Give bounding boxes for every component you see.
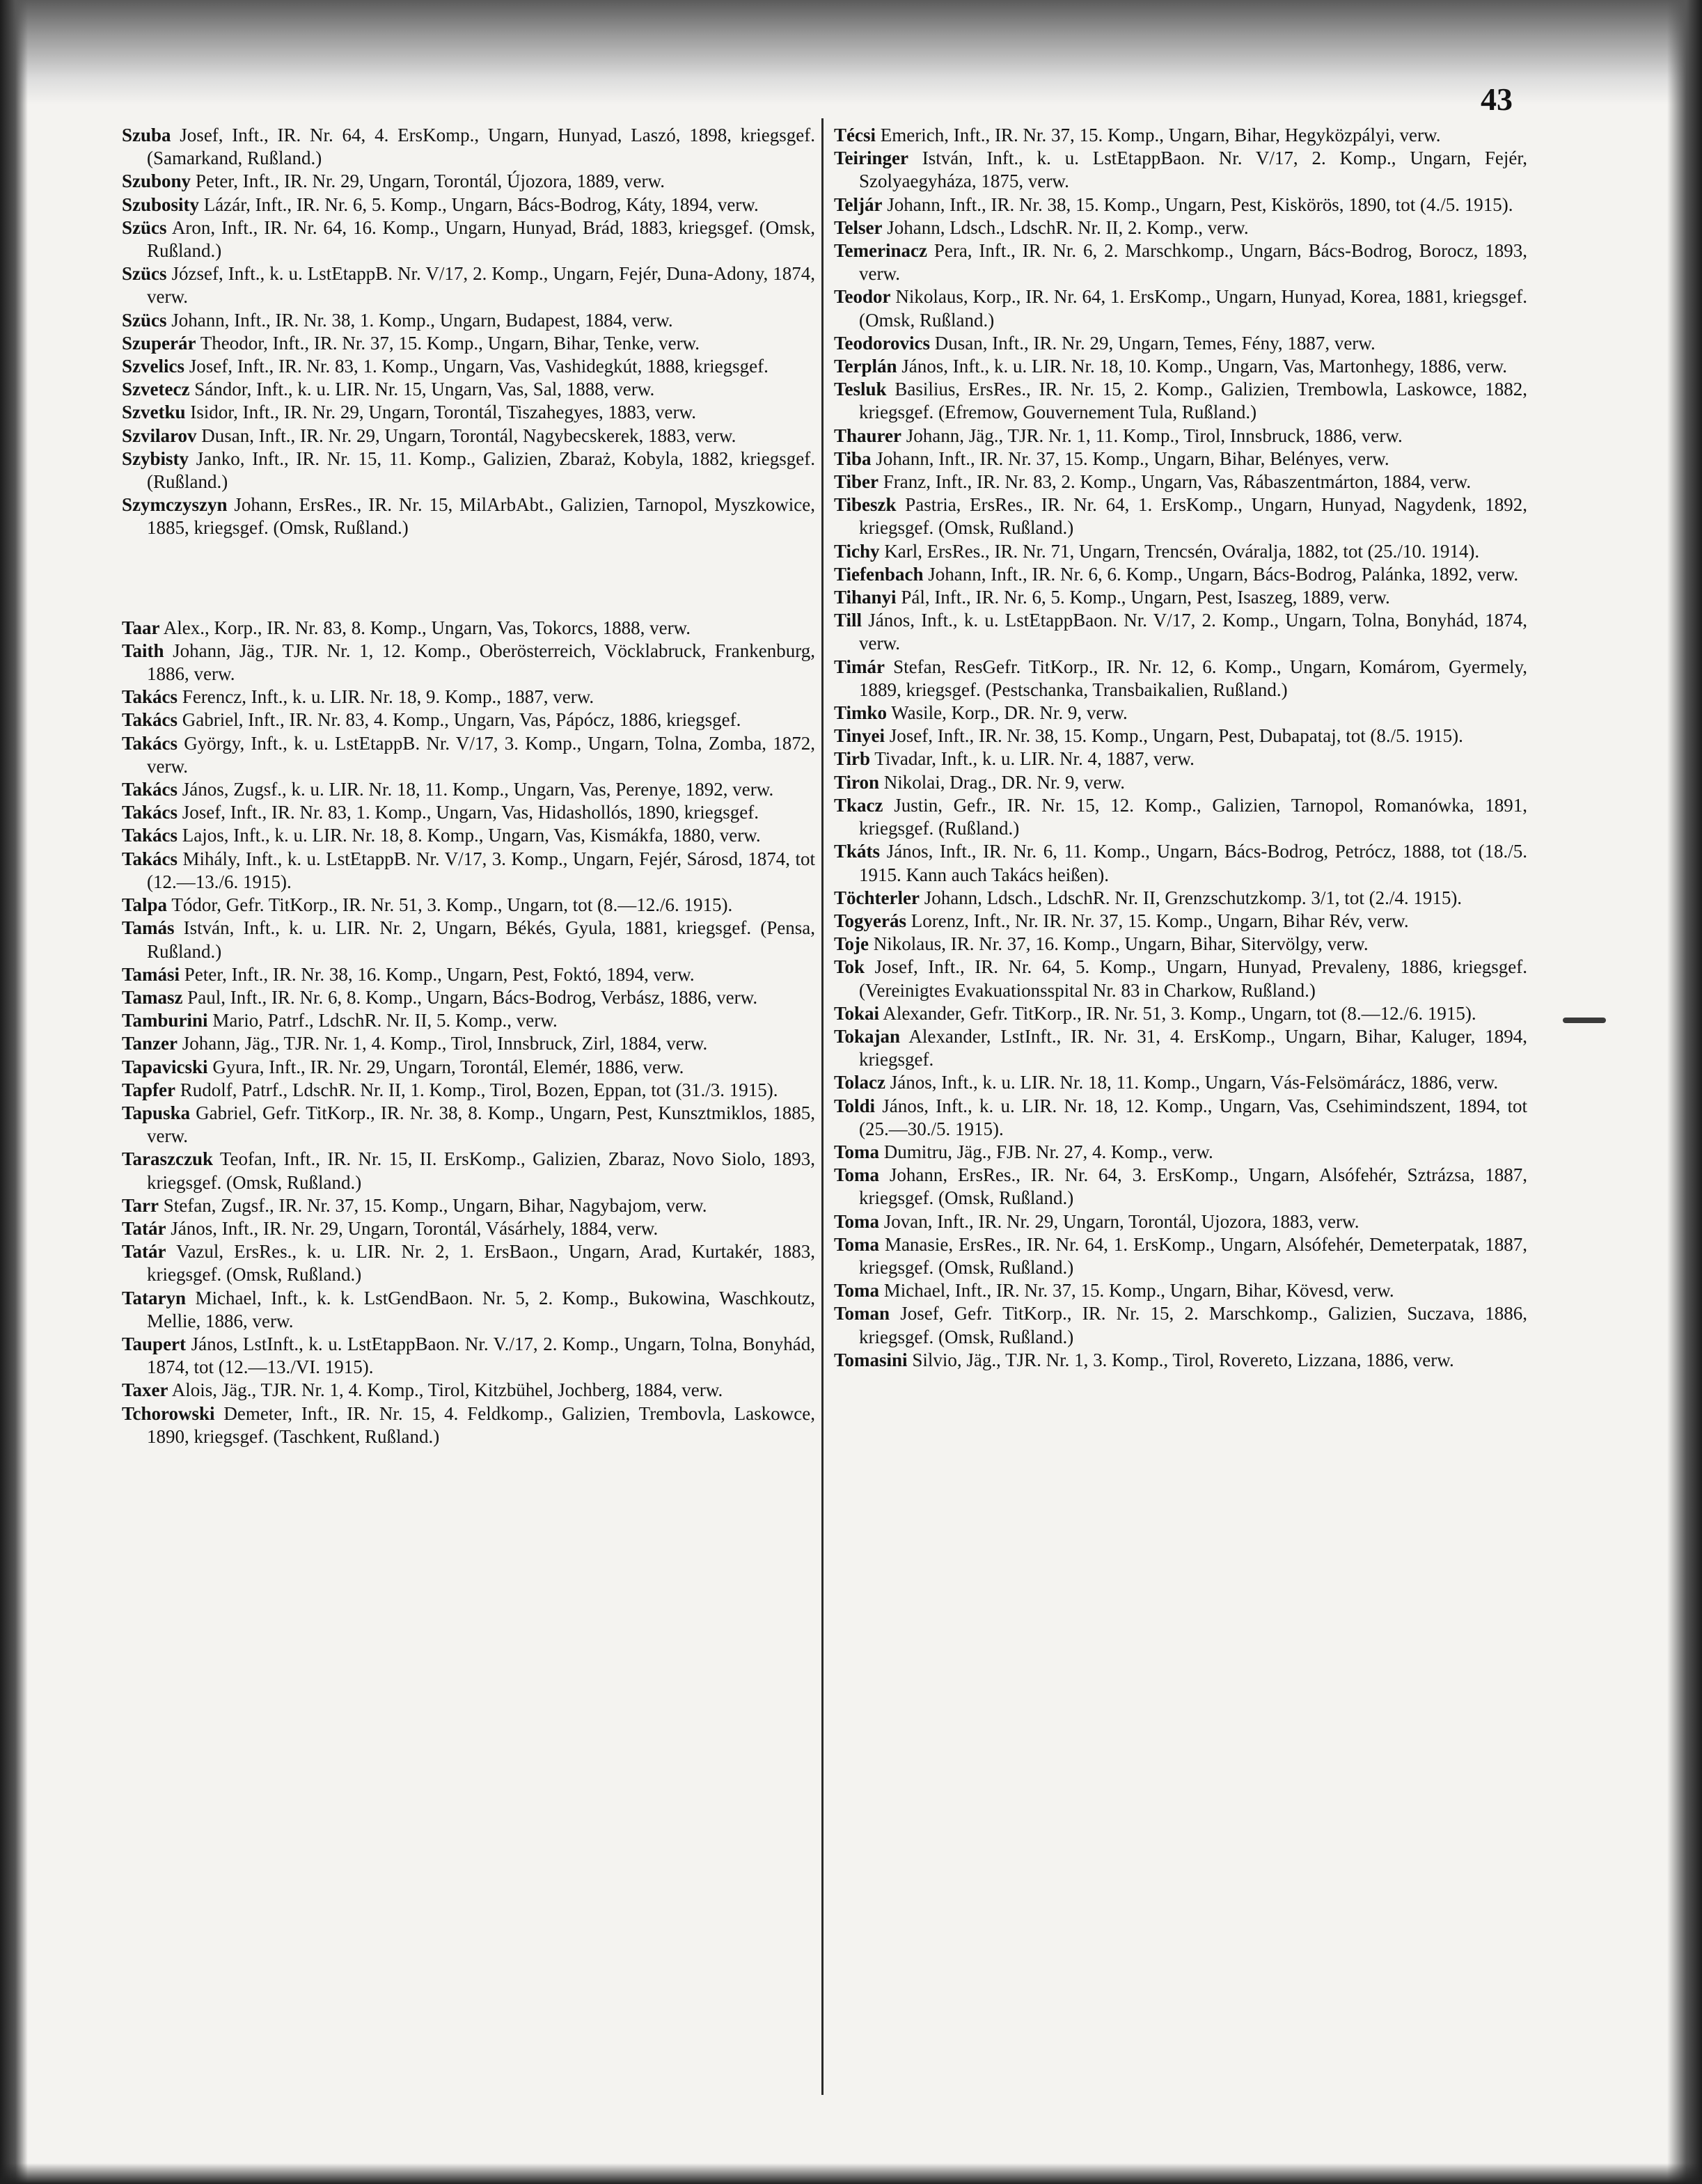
list-entry [122,124,815,170]
section-gap [122,540,815,617]
entry-details: Johann, Jäg., TJR. Nr. 1, 12. Komp., Oberösterreich, Vöcklabruck, Frankenburg, 1886, verw. [147,640,815,685]
entry-surname: Takács [122,802,178,823]
list-entry [122,617,815,640]
list-entry [834,656,1527,702]
entry-details: Mario, Patrf., LdschR. Nr. II, 5. Komp., verw. [207,1010,558,1031]
entry-surname: Taith [122,640,164,661]
list-entry [834,586,1527,609]
entry-surname: Técsi [834,125,876,145]
entry-details: Dusan, Inft., IR. Nr. 29, Ungarn, Temes, Fény, 1887, verw. [930,332,1376,354]
entry-surname: Tarr [122,1194,159,1216]
list-entry [834,448,1527,470]
entry-details: Alexander, LstInft., IR. Nr. 31, 4. ErsKomp., Ungarn, Bihar, Kaluger, 1894, kriegsgef. [859,1025,1527,1070]
entry-details: Josef, Gefr. TitKorp., IR. Nr. 15, 2. Marschkomp., Galizien, Suczava, 1886, kriegsgef. (Omsk, Rußland.) [859,1303,1527,1347]
entry-surname: Teodorovics [834,332,931,354]
list-entry [834,1349,1527,1372]
entry-surname: Töchterler [834,887,920,908]
list-entry [834,563,1527,586]
entry-details: Peter, Inft., IR. Nr. 29, Ungarn, Torontál, Újozora, 1889, verw. [191,171,665,192]
entry-details: János, Inft., k. u. LIR. Nr. 18, 10. Komp., Ungarn, Vas, Martonhegy, 1886, verw. [897,356,1507,377]
entries-t-group [122,617,815,1448]
list-entry [834,956,1527,1002]
entry-surname: Szvetku [122,402,186,423]
entry-surname: Takács [122,825,178,846]
entry-surname: Szubony [122,171,191,192]
entry-details: János, Zugsf., k. u. LIR. Nr. 18, 11. Komp., Ungarn, Vas, Perenye, 1892, verw. [178,779,774,800]
list-entry [834,540,1527,563]
entry-details: Lorenz, Inft., Nr. IR. Nr. 37, 15. Komp., Ungarn, Bihar Rév, verw. [906,910,1409,931]
entry-details: Silvio, Jäg., TJR. Nr. 1, 3. Komp., Tirol, Rovereto, Lizzana, 1886, verw. [907,1349,1454,1370]
list-entry [834,332,1527,355]
entry-details: Johann, Ldsch., LdschR. Nr. II, Grenzschutzkomp. 3/1, tot (2./4. 1915). [919,887,1463,908]
entry-surname: Tapavicski [122,1056,208,1077]
list-entry [122,686,815,709]
entry-surname: Toma [834,1141,880,1162]
entry-surname: Toma [834,1280,880,1301]
list-entry [834,470,1527,493]
entry-surname: Tamburini [122,1010,208,1031]
entry-surname: Teiringer [834,148,908,169]
list-entry [834,147,1527,193]
list-entry [122,378,815,401]
entry-details: Aron, Inft., IR. Nr. 64, 16. Komp., Ungarn, Hunyad, Brád, 1883, kriegsgef. (Omsk, Rußland.) [147,216,815,262]
list-entry [122,1056,815,1079]
entry-details: Pastria, ErsRes., IR. Nr. 64, 1. ErsKomp., Ungarn, Hunyad, Nagydenk, 1892, kriegsgef. (Omsk, Rußland.) [859,494,1527,539]
list-entry [834,794,1527,840]
list-entry [834,239,1527,285]
entry-details: Rudolf, Patrf., LdschR. Nr. II, 1. Komp., Tirol, Bozen, Eppan, tot (31./3. 1915). [175,1079,778,1100]
entry-surname: Tinyei [834,725,885,747]
entry-details: Alois, Jäg., TJR. Nr. 1, 4. Komp., Tirol, Kitzbühel, Jochberg, 1884, verw. [168,1379,723,1401]
entry-surname: Tiron [834,771,880,793]
list-entry [122,640,815,686]
entry-details: Josef, Inft., IR. Nr. 38, 15. Komp., Ungarn, Pest, Dubapataj, tot (8./5. 1915). [885,725,1463,747]
entry-details: Basilius, ErsRes., IR. Nr. 15, 2. Komp., Galizien, Trembowla, Laskowce, 1882, kriegsgef. (Efremow, Gouvernement Tula, Rußland.) [859,379,1527,423]
list-entry [834,1210,1527,1233]
entry-surname: Szuperár [122,332,196,354]
list-entry [122,709,815,731]
list-entry [122,1102,815,1148]
entry-details: Stefan, Zugsf., IR. Nr. 37, 15. Komp., Ungarn, Bihar, Nagybajom, verw. [159,1194,707,1216]
entry-surname: Takács [122,732,178,754]
list-entry [122,355,815,378]
list-entry [834,910,1527,933]
list-entry [834,1302,1527,1348]
list-entry [834,493,1527,539]
entry-surname: Szvelics [122,356,184,377]
list-entry [122,986,815,1009]
entry-details: Nikolaus, IR. Nr. 37, 16. Komp., Ungarn, Bihar, Sitervölgy, verw. [869,933,1369,955]
entry-surname: Tkacz [834,794,883,816]
entry-details: Johann, ErsRes., IR. Nr. 64, 3. ErsKomp., Ungarn, Alsófehér, Sztrázsa, 1887, kriegsgef. (Omsk, Rußland.) [859,1164,1527,1209]
entry-details: Mihály, Inft., k. u. LstEtappB. Nr. V/17, 3. Komp., Ungarn, Fejér, Sárosd, 1874, tot (12.—13./6. 1915). [147,848,815,892]
entry-details: Wasile, Korp., DR. Nr. 9, verw. [887,702,1128,724]
list-entry [122,193,815,216]
entry-details: József, Inft., k. u. LstEtappB. Nr. V/17, 2. Komp., Ungarn, Fejér, Duna-Adony, 1874, verw. [147,263,815,308]
entry-details: István, Inft., k. u. LstEtappBaon. Nr. V/17, 2. Komp., Ungarn, Fejér, Szolyaegyháza, 1875, verw. [859,148,1527,192]
entry-details: Dumitru, Jäg., FJB. Nr. 27, 4. Komp., verw. [879,1141,1213,1162]
entry-surname: Takács [122,779,178,800]
entry-surname: Tomasini [834,1349,908,1370]
entry-surname: Toma [834,1233,880,1255]
list-entry [834,285,1527,331]
list-entry [834,1095,1527,1141]
list-entry [122,1402,815,1448]
entry-details: Ferencz, Inft., k. u. LIR. Nr. 18, 9. Komp., 1887, verw. [178,686,594,708]
list-entry [834,771,1527,794]
entry-surname: Tapfer [122,1079,176,1100]
entry-details: Nikolaus, Korp., IR. Nr. 64, 1. ErsKomp., Ungarn, Hunyad, Korea, 1881, kriegsgef. (Omsk, Rußland.) [859,286,1527,331]
entry-details: Alexander, Gefr. TitKorp., IR. Nr. 51, 3. Komp., Ungarn, tot (8.—12./6. 1915). [879,1002,1476,1024]
entry-details: Stefan, ResGefr. TitKorp., IR. Nr. 12, 6. Komp., Ungarn, Komárom, Gyermely, 1889, kriegsgef. (Pestschanka, Transbaikalien, Rußland.) [859,656,1527,700]
list-entry [122,170,815,193]
entry-surname: Tirb [834,748,871,770]
list-entry [122,1333,815,1379]
entry-surname: Teodor [834,286,891,308]
left-column [122,124,815,1448]
page-number: 43 [1481,81,1513,117]
entry-details: Karl, ErsRes., IR. Nr. 71, Ungarn, Trencsén, Ováralja, 1882, tot (25./10. 1914). [879,540,1480,562]
margin-dash-mark [1563,1018,1606,1023]
entry-details: Josef, Inft., IR. Nr. 83, 1. Komp., Ungarn, Vas, Vashidegkút, 1888, kriegsgef. [184,356,769,377]
entry-details: János, Inft., k. u. LIR. Nr. 18, 11. Komp., Ungarn, Vás-Felsömárácz, 1886, verw. [885,1072,1499,1093]
list-entry [834,725,1527,747]
entry-surname: Tesluk [834,379,887,400]
scan-shadow-right [1667,0,1702,2184]
list-entry [834,1002,1527,1025]
entry-details: Nikolai, Drag., DR. Nr. 9, verw. [879,771,1125,793]
entry-surname: Szuba [122,125,171,145]
list-entry [122,894,815,917]
list-entry [834,933,1527,956]
entry-surname: Togyerás [834,910,907,931]
entry-details: Alex., Korp., IR. Nr. 83, 8. Komp., Ungarn, Vas, Tokorcs, 1888, verw. [159,617,691,638]
entry-surname: Szvilarov [122,425,197,446]
list-entry [122,1194,815,1217]
entry-surname: Tatár [122,1217,166,1239]
column-divider [821,118,824,2095]
list-entry [122,448,815,493]
list-entry [834,840,1527,886]
entry-surname: Taxer [122,1379,168,1401]
entry-details: Manasie, ErsRes., IR. Nr. 64, 1. ErsKomp., Ungarn, Alsófehér, Demeterpatak, 1887, kriegsgef. (Omsk, Rußland.) [859,1233,1527,1278]
list-entry [122,732,815,778]
entry-surname: Toje [834,933,869,955]
entry-details: Lajos, Inft., k. u. LIR. Nr. 18, 8. Komp., Ungarn, Vas, Kismákfa, 1880, verw. [178,825,761,846]
entry-surname: Toldi [834,1095,876,1116]
list-entry [122,1079,815,1102]
entry-details: János, Inft., k. u. LIR. Nr. 18, 12. Komp., Ungarn, Vas, Csehimindszent, 1894, tot (25.—30./5. 1915). [859,1095,1527,1139]
entry-surname: Tiber [834,471,879,493]
entry-details: Vazul, ErsRes., k. u. LIR. Nr. 2, 1. ErsBaon., Ungarn, Arad, Kurtakér, 1883, kriegsgef. (Omsk, Rußland.) [147,1241,815,1285]
entry-surname: Thaurer [834,425,902,446]
entry-surname: Tapuska [122,1102,191,1123]
list-entry [834,1233,1527,1279]
entry-details: Peter, Inft., IR. Nr. 38, 16. Komp., Ungarn, Pest, Foktó, 1894, verw. [180,963,695,985]
entry-surname: Tokajan [834,1025,901,1047]
list-entry [834,747,1527,770]
list-entry [834,193,1527,216]
entry-surname: Tamási [122,963,180,985]
entry-surname: Timko [834,702,888,724]
entry-surname: Szücs [122,309,167,331]
entry-details: Emerich, Inft., IR. Nr. 37, 15. Komp., Ungarn, Bihar, Hegyközpályi, verw. [876,125,1441,145]
list-entry [122,1009,815,1032]
entry-surname: Szubosity [122,193,200,215]
entry-details: János, LstInft., k. u. LstEtappBaon. Nr. V./17, 2. Komp., Ungarn, Tolna, Bonyhád, 1874, tot (12.—13./VI. 1915). [147,1333,815,1378]
entry-details: Pera, Inft., IR. Nr. 6, 2. Marschkomp., Ungarn, Bács-Bodrog, Borocz, 1893, verw. [859,240,1527,285]
list-entry [122,917,815,963]
scan-shadow-bottom [0,2163,1702,2184]
entries-t-continued-group [834,124,1527,1372]
list-entry [834,425,1527,448]
entry-details: György, Inft., k. u. LstEtappB. Nr. V/17, 3. Komp., Ungarn, Tolna, Zomba, 1872, verw. [147,732,815,777]
list-entry [834,1071,1527,1094]
entry-details: Tódor, Gefr. TitKorp., IR. Nr. 51, 3. Komp., Ungarn, tot (8.—12./6. 1915). [167,894,733,916]
entry-surname: Tok [834,956,865,978]
entry-details: Johann, Ldsch., LdschR. Nr. II, 2. Komp., verw. [882,216,1249,238]
scan-shadow-top [0,0,1702,104]
list-entry [122,778,815,801]
entry-surname: Tkáts [834,841,881,862]
list-entry [122,1379,815,1402]
list-entry [122,262,815,308]
list-entry [834,887,1527,910]
entry-details: Jovan, Inft., IR. Nr. 29, Ungarn, Torontál, Ujozora, 1883, verw. [879,1210,1360,1232]
list-entry [122,493,815,539]
entry-details: Johann, Inft., IR. Nr. 38, 1. Komp., Ungarn, Budapest, 1884, verw. [166,309,673,331]
entry-details: Gabriel, Inft., IR. Nr. 83, 4. Komp., Ungarn, Vas, Pápócz, 1886, kriegsgef. [178,709,741,731]
entry-surname: Tiba [834,448,872,469]
list-entry [122,824,815,847]
entry-details: Gyura, Inft., IR. Nr. 29, Ungarn, Torontál, Elemér, 1886, verw. [207,1056,684,1077]
list-entry [122,1287,815,1333]
list-entry [834,702,1527,725]
list-entry [834,1025,1527,1071]
entry-details: Justin, Gefr., IR. Nr. 15, 12. Komp., Galizien, Tarnopol, Romanówka, 1891, kriegsgef. (Rußland.) [859,794,1527,839]
entry-surname: Terplán [834,356,897,377]
entry-surname: Szymczyszyn [122,494,228,516]
list-entry [122,1032,815,1055]
entry-surname: Teljár [834,193,883,215]
entry-surname: Toma [834,1164,880,1186]
list-entry [122,848,815,894]
entry-surname: Toma [834,1210,880,1232]
entry-details: Franz, Inft., IR. Nr. 83, 2. Komp., Ungarn, Vas, Rábaszentmárton, 1884, verw. [878,471,1472,493]
list-entry [834,216,1527,239]
entry-surname: Tatár [122,1241,166,1263]
entry-surname: Tanzer [122,1033,178,1054]
entry-surname: Till [834,610,862,631]
entry-surname: Telser [834,216,883,238]
entry-surname: Tihanyi [834,587,897,608]
entry-details: Sándor, Inft., k. u. LIR. Nr. 15, Ungarn, Vas, Sal, 1888, verw. [189,379,655,400]
list-entry [834,124,1527,147]
entry-details: Theodor, Inft., IR. Nr. 37, 15. Komp., Ungarn, Bihar, Tenke, verw. [196,332,700,354]
entry-surname: Tolacz [834,1072,885,1093]
list-entry [122,1240,815,1286]
entry-surname: Tataryn [122,1287,187,1308]
entry-surname: Tiefenbach [834,563,924,585]
list-entry [122,1217,815,1240]
entry-surname: Taupert [122,1333,187,1354]
list-entry [122,309,815,332]
scan-shadow-left [0,0,28,2184]
list-entry [122,216,815,262]
list-entry [122,401,815,424]
entry-details: Paul, Inft., IR. Nr. 6, 8. Komp., Ungarn, Bács-Bodrog, Verbász, 1886, verw. [182,986,758,1008]
entry-details: Tivadar, Inft., k. u. LIR. Nr. 4, 1887, verw. [870,748,1195,770]
entries-s-group [122,124,815,540]
entry-details: Michael, Inft., IR. Nr. 37, 15. Komp., Ungarn, Bihar, Kövesd, verw. [879,1280,1394,1301]
entry-surname: Temerinacz [834,240,927,262]
entry-surname: Tichy [834,540,880,562]
list-entry [834,1279,1527,1302]
entry-details: Demeter, Inft., IR. Nr. 15, 4. Feldkomp., Galizien, Trembovla, Laskowce, 1890, kriegsgef. (Taschkent, Rußland.) [147,1402,815,1447]
entry-details: Josef, Inft., IR. Nr. 64, 5. Komp., Ungarn, Hunyad, Prevaleny, 1886, kriegsgef. (Vereinigtes Evakuationsspital Nr. 83 in Charkow, Rußland.) [859,956,1527,1001]
list-entry [122,332,815,355]
entry-details: Josef, Inft., IR. Nr. 83, 1. Komp., Ungarn, Vas, Hidashollós, 1890, kriegsgef. [178,802,759,823]
entry-surname: Toman [834,1303,890,1324]
entry-surname: Tamasz [122,986,183,1008]
list-entry [834,355,1527,378]
entry-surname: Tibeszk [834,494,897,516]
entry-details: János, Inft., k. u. LstEtappBaon. Nr. V/17, 2. Komp., Ungarn, Tolna, Bonyhád, 1874, verw. [859,610,1527,654]
entry-details: Dusan, Inft., IR. Nr. 29, Ungarn, Torontál, Nagybecskerek, 1883, verw. [196,425,736,446]
entry-details: Pál, Inft., IR. Nr. 6, 5. Komp., Ungarn, Pest, Isaszeg, 1889, verw. [896,587,1390,608]
entry-surname: Takács [122,686,178,708]
list-entry [122,425,815,448]
entry-details: Michael, Inft., k. k. LstGendBaon. Nr. 5, 2. Komp., Bukowina, Waschkoutz, Mellie, 1886, verw. [147,1287,815,1331]
entry-surname: Taraszczuk [122,1148,214,1170]
entry-surname: Szybisty [122,448,189,469]
entry-details: János, Inft., IR. Nr. 29, Ungarn, Torontál, Vásárhely, 1884, verw. [166,1217,659,1239]
right-column [834,124,1527,1372]
entry-surname: Szücs [122,216,167,238]
entry-details: Johann, Jäg., TJR. Nr. 1, 11. Komp., Tirol, Innsbruck, 1886, verw. [901,425,1403,446]
list-entry [834,378,1527,424]
list-entry [122,801,815,824]
list-entry [834,609,1527,655]
entry-surname: Tamás [122,917,175,939]
entry-details: Isidor, Inft., IR. Nr. 29, Ungarn, Torontál, Tiszahegyes, 1883, verw. [185,402,696,423]
list-entry [122,1148,815,1194]
entry-surname: Talpa [122,894,168,916]
entry-details: Teofan, Inft., IR. Nr. 15, II. ErsKomp., Galizien, Zbaraz, Novo Siolo, 1893, kriegsgef. (Omsk, Rußland.) [147,1148,815,1193]
entry-details: Johann, Jäg., TJR. Nr. 1, 4. Komp., Tirol, Innsbruck, Zirl, 1884, verw. [178,1033,708,1054]
entry-surname: Szvetecz [122,379,190,400]
entry-details: Johann, Inft., IR. Nr. 37, 15. Komp., Ungarn, Bihar, Belényes, verw. [871,448,1389,469]
entry-details: Janko, Inft., IR. Nr. 15, 11. Komp., Galizien, Zbaraż, Kobyla, 1882, kriegsgef. (Rußland.) [147,448,815,493]
entry-surname: Takács [122,709,178,731]
entry-details: István, Inft., k. u. LIR. Nr. 2, Ungarn, Békés, Gyula, 1881, kriegsgef. (Pensa, Rußland.) [147,917,815,962]
entry-details: János, Inft., IR. Nr. 6, 11. Komp., Ungarn, Bács-Bodrog, Petrócz, 1888, tot (18./5. 1915. Kann auch Takács heißen). [859,841,1527,885]
entry-details: Johann, Inft., IR. Nr. 6, 6. Komp., Ungarn, Bács-Bodrog, Palánka, 1892, verw. [923,563,1519,585]
entry-surname: Taar [122,617,160,638]
entry-details: Gabriel, Gefr. TitKorp., IR. Nr. 38, 8. Komp., Ungarn, Pest, Kunsztmiklos, 1885, verw. [147,1102,815,1147]
entry-details: Josef, Inft., IR. Nr. 64, 4. ErsKomp., Ungarn, Hunyad, Laszó, 1898, kriegsgef. (Samarkand, Rußland.) [147,125,815,169]
entry-surname: Timár [834,656,885,677]
entry-details: Johann, ErsRes., IR. Nr. 15, MilArbAbt., Galizien, Tarnopol, Myszkowice, 1885, kriegsgef. (Omsk, Rußland.) [147,494,815,539]
list-entry [834,1164,1527,1210]
entry-surname: Takács [122,848,178,869]
list-entry [122,963,815,986]
entry-surname: Szücs [122,263,167,285]
list-entry [834,1141,1527,1164]
entry-details: Lázár, Inft., IR. Nr. 6, 5. Komp., Ungarn, Bács-Bodrog, Káty, 1894, verw. [199,193,759,215]
entry-surname: Tchorowski [122,1402,215,1424]
entry-surname: Tokai [834,1002,880,1024]
entry-details: Johann, Inft., IR. Nr. 38, 15. Komp., Ungarn, Pest, Kiskörös, 1890, tot (4./5. 1915). [882,193,1513,215]
